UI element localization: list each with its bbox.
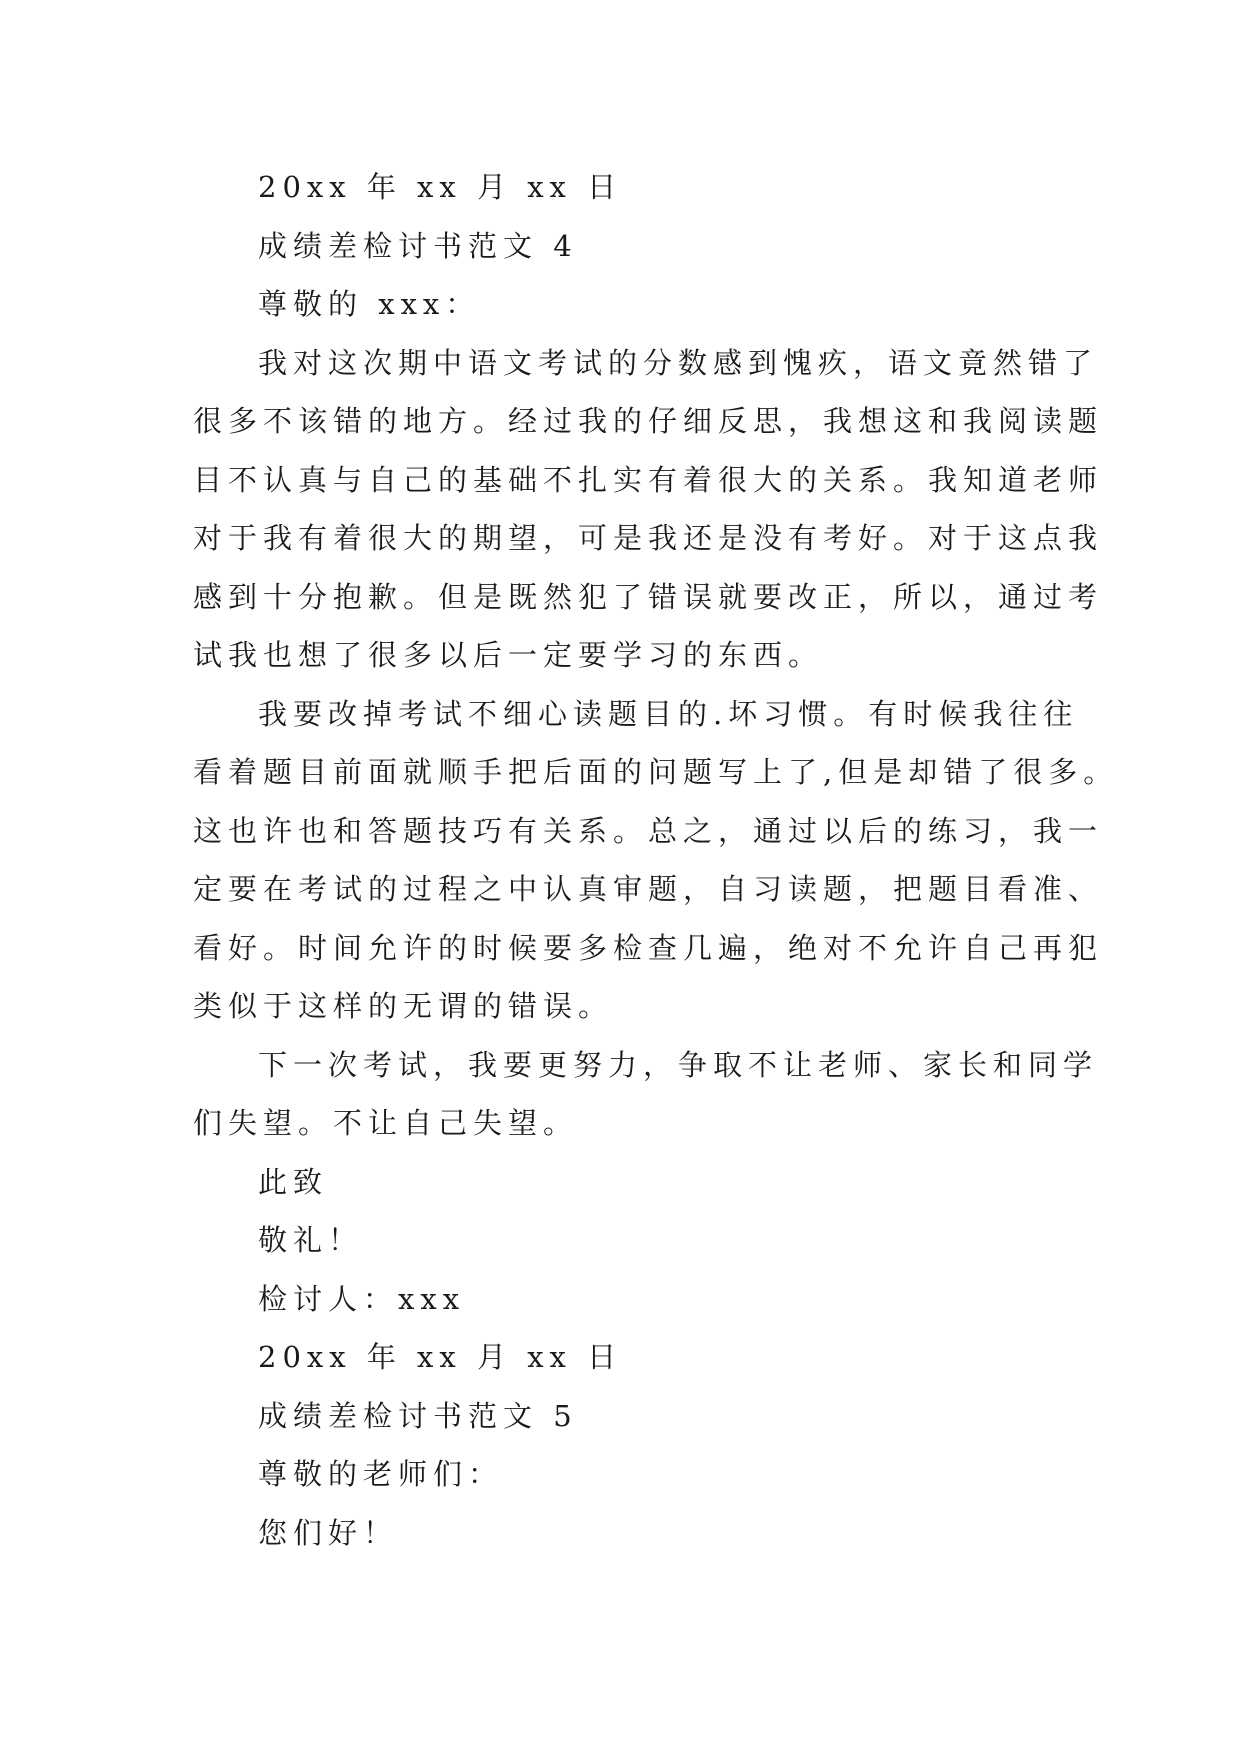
paragraph-line: 类似于这样的无谓的错误。 (193, 989, 614, 1023)
paragraph-line: 目不认真与自己的基础不扎实有着很大的关系。我知道老师 (193, 462, 1104, 497)
section-title: 成绩差检讨书范文 4 (258, 228, 578, 263)
paragraph-line: 们失望。不让自己失望。 (193, 1106, 579, 1140)
paragraph-line: 试我也想了很多以后一定要学习的东西。 (193, 638, 824, 672)
section-title: 成绩差检讨书范文 5 (258, 1398, 578, 1433)
paragraph-line: 对于我有着很大的期望，可是我还是没有考好。对于这点我 (193, 521, 1104, 555)
paragraph-line: 很多不该错的地方。经过我的仔细反思，我想这和我阅读题 (193, 404, 1104, 438)
paragraph-line: 下一次考试，我要更努力，争取不让老师、家长和同学 (258, 1047, 1099, 1082)
date-line: 20xx 年 xx 月 xx 日 (258, 1340, 623, 1374)
paragraph-line: 看着题目前面就顺手把后面的问题写上了,但是却错了很多。 (193, 755, 1119, 789)
paragraph-line: 我对这次期中语文考试的分数感到愧疚，语文竟然错了 (258, 345, 1099, 380)
date-line: 20xx 年 xx 月 xx 日 (258, 170, 623, 204)
paragraph-line: 感到十分抱歉。但是既然犯了错误就要改正，所以，通过考 (193, 579, 1104, 614)
signature-line: 检讨人：xxx (258, 1281, 466, 1316)
salutation: 尊敬的老师们： (258, 1457, 504, 1491)
salutation: 尊敬的 xxx： (258, 287, 481, 321)
paragraph-line: 这也许也和答题技巧有关系。总之，通过以后的练习，我一 (193, 813, 1104, 848)
greeting-line: 您们好！ (258, 1515, 399, 1550)
paragraph-line: 定要在考试的过程之中认真审题，自习读题，把题目看准、 (193, 872, 1104, 906)
document-body (193, 158, 1119, 1562)
paragraph-line: 我要改掉考试不细心读题目的.坏习惯。有时候我往往 (258, 696, 1079, 731)
closing-line: 敬礼！ (258, 1223, 364, 1257)
closing-line: 此致 (258, 1164, 329, 1199)
paragraph-line: 看好。时间允许的时候要多检查几遍，绝对不允许自己再犯 (193, 930, 1104, 965)
